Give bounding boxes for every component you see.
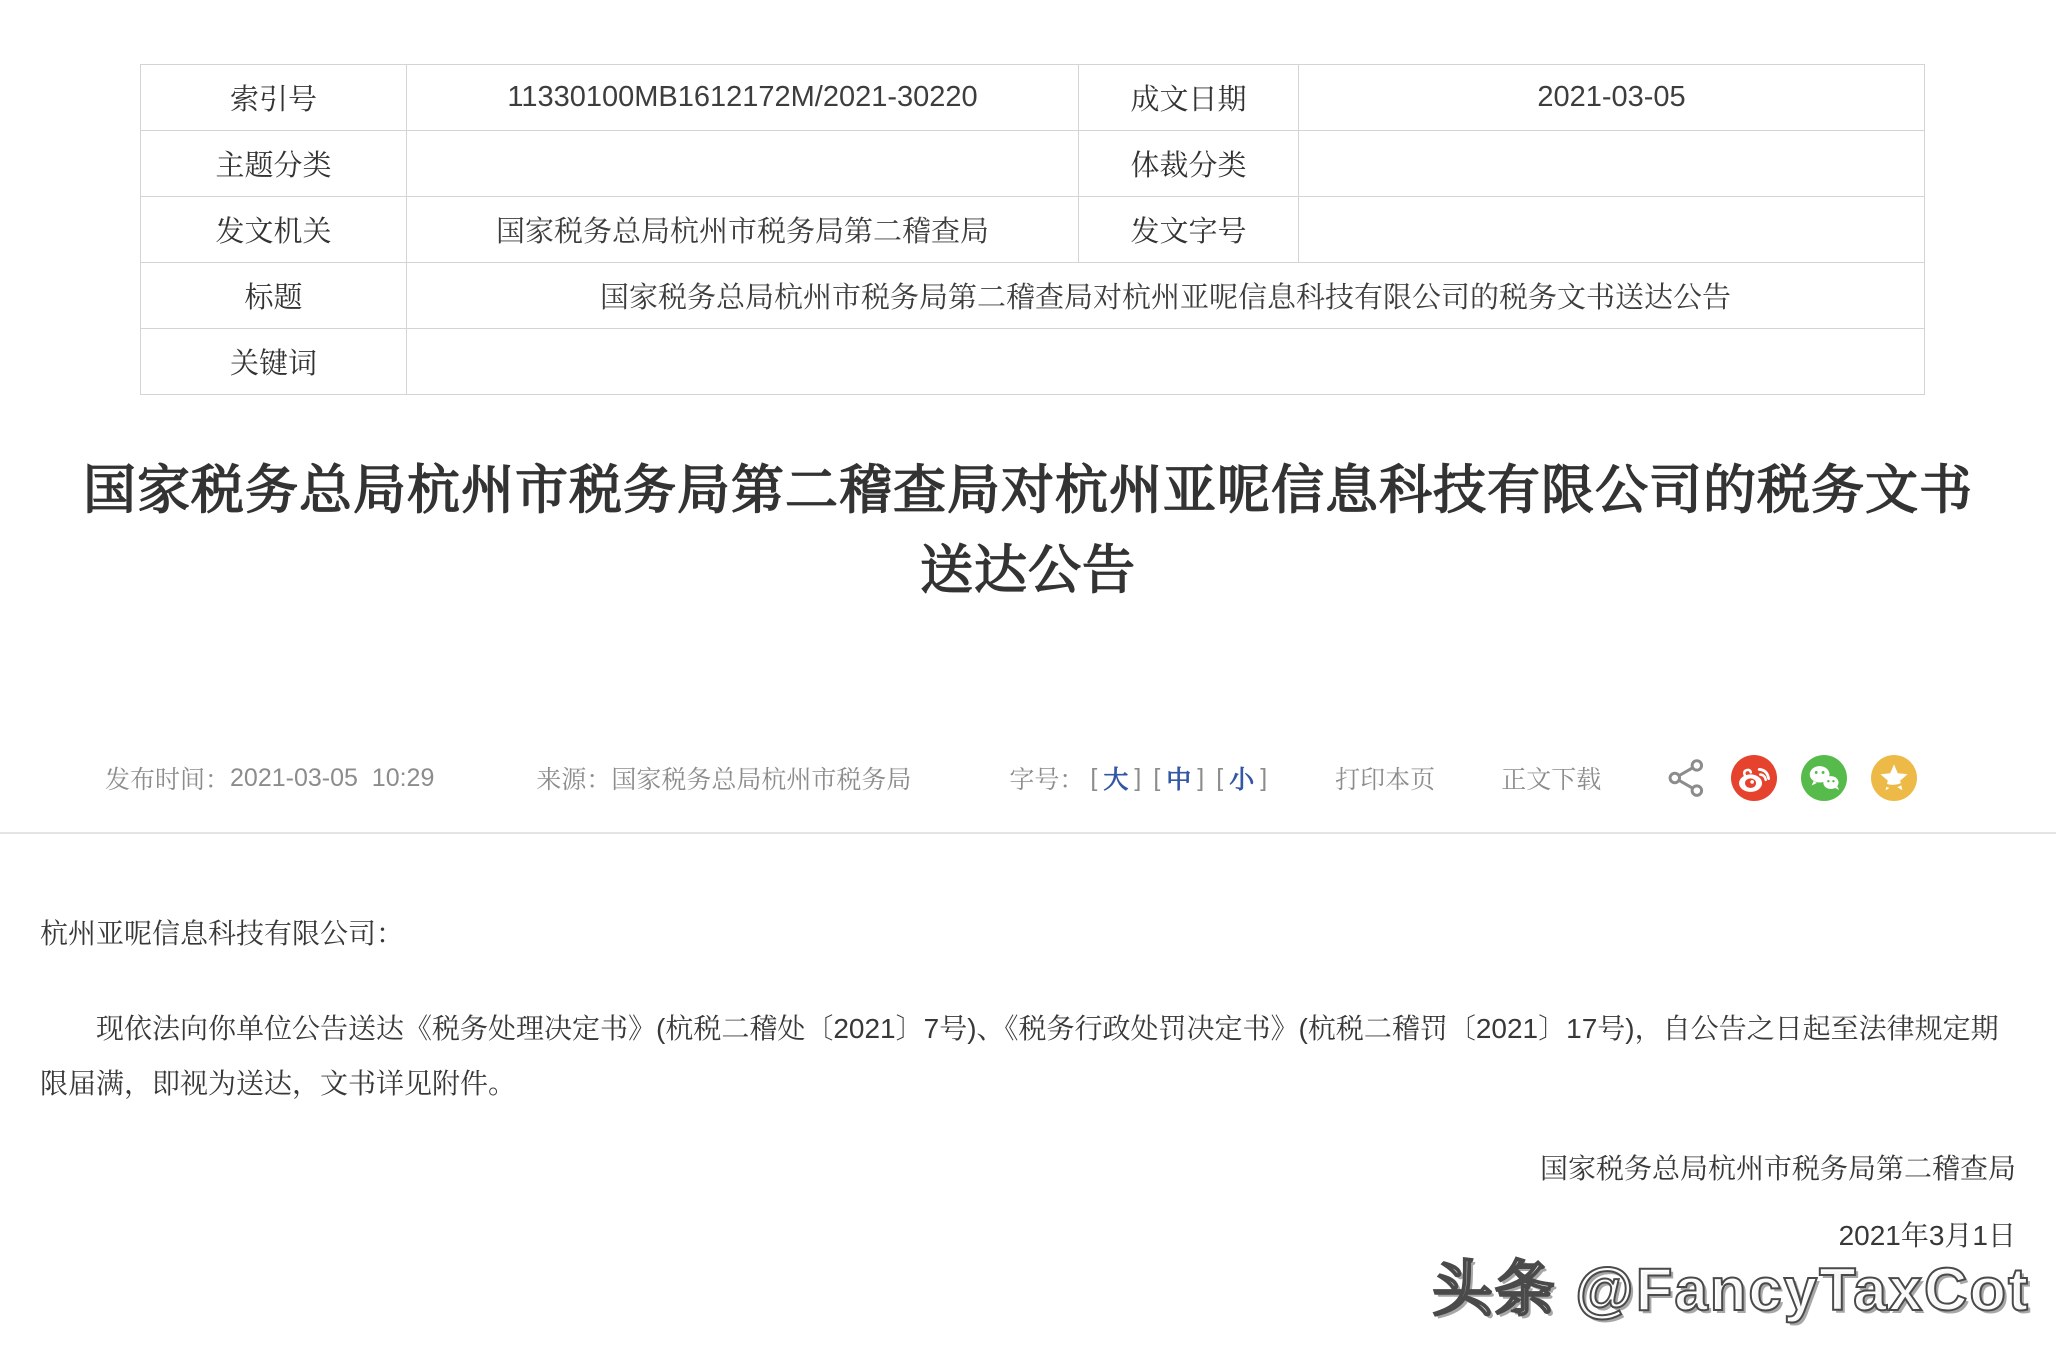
salutation: 杭州亚呢信息科技有限公司： [40,918,405,949]
bracket: [ [1153,763,1161,792]
weibo-icon[interactable] [1731,755,1777,801]
body-paragraph: 现依法向你单位公告送达《税务处理决定书》(杭税二稽处〔2021〕7号)、《税务行政处罚决定书》(杭税二稽罚〔2021〕17号)，自公告之日起至法律规定期限届满，即视为送达，文书详见附件。 [40,1013,1999,1099]
document-date: 2021年3月1日 [1838,1220,2016,1251]
toutiao-watermark: 头条 @FancyTaxCot [1432,1256,2030,1323]
source-value: 国家税务总局杭州市税务局 [611,766,912,794]
title-value: 国家税务总局杭州市税务局第二稽查局对杭州亚呢信息科技有限公司的税务文书送达公告 [407,263,1925,329]
subject-category-label: 主题分类 [141,131,407,197]
font-size-small-button[interactable]: 小 [1229,766,1255,794]
index-number-value: 11330100MB1612172M/2021-30220 [407,65,1079,131]
table-row [141,329,1925,395]
font-size-large-button[interactable]: 大 [1103,766,1129,794]
bracket: [ [1090,763,1098,792]
download-text-button[interactable]: 正文下载 [1501,766,1602,794]
share-buttons [1665,755,1917,801]
issue-date-label: 成文日期 [1079,65,1299,131]
bracket: [ [1216,763,1224,792]
publish-time-value: 2021-03-05 10:29 [230,763,435,792]
document-info-table [140,64,1925,395]
keywords-value [407,329,1925,395]
source-label: 来源： [536,766,612,794]
font-size-switcher [1009,760,1273,796]
bracket: ] [1197,763,1205,792]
font-size-label: 字号： [1009,766,1085,794]
document-number-value [1299,197,1925,263]
publish-time-label: 发布时间： [105,766,231,794]
issuing-agency-value: 国家税务总局杭州市税务局第二稽查局 [407,197,1079,263]
keywords-label: 关键词 [141,329,407,395]
bracket: ] [1134,763,1142,792]
signature: 国家税务总局杭州市税务局第二稽查局 [1539,1153,2016,1184]
issue-date-value: 2021-03-05 [1299,65,1925,131]
table-row [141,263,1925,329]
title-label: 标题 [141,263,407,329]
document-number-label: 发文字号 [1079,197,1299,263]
publish-time [105,760,434,796]
table-row [141,197,1925,263]
bracket: ] [1260,763,1268,792]
share-icon[interactable] [1665,757,1707,799]
index-number-label: 索引号 [141,65,407,131]
font-size-medium-button[interactable]: 中 [1166,766,1192,794]
page-title: 国家税务总局杭州市税务局第二稽查局对杭州亚呢信息科技有限公司的税务文书送达公告 [83,461,1973,600]
issuing-agency-label: 发文机关 [141,197,407,263]
subject-category-value [407,131,1079,197]
article-body [0,834,2056,1263]
table-row [141,131,1925,197]
genre-category-value [1299,131,1925,197]
wechat-icon[interactable] [1801,755,1847,801]
source [536,760,911,796]
table-row [141,65,1925,131]
print-page-button[interactable]: 打印本页 [1335,766,1436,794]
meta-toolbar [0,749,2056,807]
qzone-icon[interactable] [1871,755,1917,801]
genre-category-label: 体裁分类 [1079,131,1299,197]
